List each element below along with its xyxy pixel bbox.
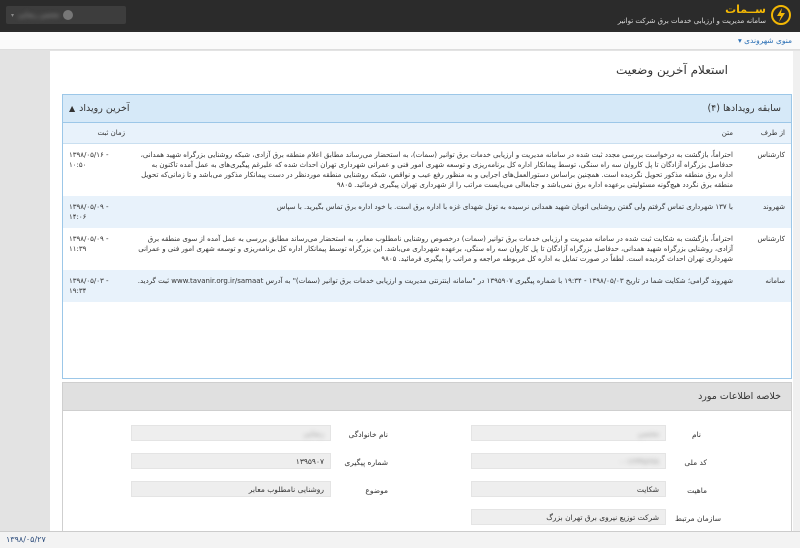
case-summary-heading [63,383,791,411]
user-name: محسن رضایی [18,11,60,19]
row-from: شهروند [739,196,791,228]
table-row [63,270,791,302]
tracking-number-label: شماره پیگیری [344,458,388,467]
footer [0,531,800,548]
event-table [63,123,791,302]
table-row [63,143,791,196]
event-history-panel [62,94,792,379]
table-header-row [63,123,791,143]
top-header [0,0,800,32]
avatar [63,10,73,20]
nature-field: شکایت [471,481,666,497]
row-from: کارشناس [757,150,785,159]
row-text: احتراماً، بازگشت به شکایت ثبت شده در سامانه مدیریت و ارزیابی خدمات برق توانیر (سمات) درخصوص روشنایی نامطلوب معابر، به استحضار می‌رساند مطابق بررسی به عمل آمده از سوی منطقه برق آزادی، روشنایی بزرگراه شهید همدانی، حدفاصل بزرگراه آزادگان تا پل کاروان سه راه سنگی، برعهده شهرداری می‌باشد. این بزرگراه توسط پیمانکار اداره کل برنامه‌ریزی و توسعه شهری امور فنی و عمرانی شهرداری تهران احداث گردیده است. لطفاً در صورت تمایل به اداره کل مربوطه مراجعه و مراتب را پیگیری فرمائید. ۹۸۰۵ [138,234,733,263]
page-title: استعلام آخرین وضعیت [615,63,728,77]
last-name-label: نام خانوادگی [348,430,388,439]
chevron-down-icon: ▾ [11,11,15,19]
last-name-field: رضایی [131,425,331,441]
citizen-menu-toggle[interactable]: منوی شهروندی ▾ [738,36,792,45]
row-text: احتراماً، بازگشت به درخواست بررسی مجدد ثبت شده در سامانه مدیریت و ارزیابی خدمات برق توانیر (سمات)، به استحضار می‌رساند مطابق اعلام منطقه برق آزادی، شبکه روشنایی بزرگراه شهید همدانی، حدفاصل بزرگراه آزادگان تا پل کاروان سه راه سنگی، توسط پیمانکار اداره کل برنامه‌ریزی و توسعه شهری امور فنی و عمرانی شهرداری تهران احداث شده که علیرغم پیگیری‌های به عمل آمده تاکنون به اداره برق منطقه مذکور تحویل نگردیده است. همچنین براساس دستورالعمل‌های اجرایی و به منظور رفع عیب و نواقص، شبکه روشنایی منطقه موردنظر در دست پیمانکار مذکور می‌باشد و تا زمانی‌که تحویل منطقه برق نگردد هیچ‌گونه مسئولیتی برعهده اداره برق نمی‌باشد و جنابعالی می‌بایست مراتب را از شهرداری تهران پیگیری فرمائید. ۹۸۰۵ [140,150,733,189]
user-menu[interactable] [6,6,126,24]
page-scrollbar[interactable] [793,51,800,531]
row-time: ۱۳۹۸/۰۵/۰۹ - ۱۱:۳۹ [69,234,109,253]
brand-subtitle: سامانه مدیریت و ارزیابی خدمات برق شرکت توانیر [617,17,766,25]
column-header-time: زمان ثبت [63,123,131,143]
nature-label: ماهیت [687,486,707,495]
case-summary-title: خلاصه اطلاعات مورد [698,391,781,402]
national-id-label: کد ملی [684,458,707,467]
event-history-title: سابقه رویدادها (۴) [707,103,781,114]
first-name-field: محسن [471,425,666,441]
brand-name: ســمات [725,3,766,16]
sub-navbar [0,32,800,50]
column-header-text: متن [131,123,739,143]
row-from: سامانه [739,270,791,302]
subject-label: موضوع [365,486,388,495]
last-event-toggle[interactable] [69,103,129,114]
row-time: ۱۳۹۸/۰۵/۰۹ - ۱۴:۰۶ [63,196,131,228]
related-org-field: شرکت توزیع نیروی برق تهران بزرگ [471,509,666,525]
related-org-label: سازمان مرتبط [674,514,721,523]
event-history-heading [63,95,791,123]
row-text: شهروند گرامی؛ شکایت شما در تاریخ ۱۳۹۸/۰۵/۰۳ - ۱۹:۳۴ با شماره پیگیری ۱۳۹۵۹۰۷ در "سامانه اینترنتی مدیریت و ارزیابی خدمات برق توانیر (سمات)" به آدرس www.tavanir.org.ir/samaat ثبت گردید. [131,270,739,302]
row-text: با ۱۳۷ شهرداری تماس گرفتم ولی گفتن روشنایی اتوبان شهید همدانی نرسیده به تونل شهدای غزه با اداره برق است. با خود اداره برق تماس بگیرید. با سپاس [131,196,739,228]
main-content [50,51,800,531]
table-row [63,196,791,228]
last-event-label: آخرین رویداد [79,103,130,114]
row-time: ۱۳۹۸/۰۵/۱۶ - ۱۰:۵۰ [69,150,109,169]
footer-date: ۱۳۹۸/۰۵/۲۷ [6,535,46,544]
case-summary-panel [62,382,792,532]
chevron-up-icon: ▲ [69,104,76,113]
first-name-label: نام [691,430,701,439]
national-id-field: ۰۰۱۲۳۴۵۶۷۸ [471,453,666,469]
samaat-logo-icon [770,4,792,26]
column-header-from: از طرف [739,123,791,143]
subject-field: روشنایی نامطلوب معابر [131,481,331,497]
tracking-number-field: ۱۳۹۵۹۰۷ [131,453,331,469]
table-row [63,228,791,270]
row-time: ۱۳۹۸/۰۵/۰۳ - ۱۹:۳۴ [63,270,131,302]
row-from: کارشناس [757,234,785,243]
brand[interactable] [618,4,792,26]
